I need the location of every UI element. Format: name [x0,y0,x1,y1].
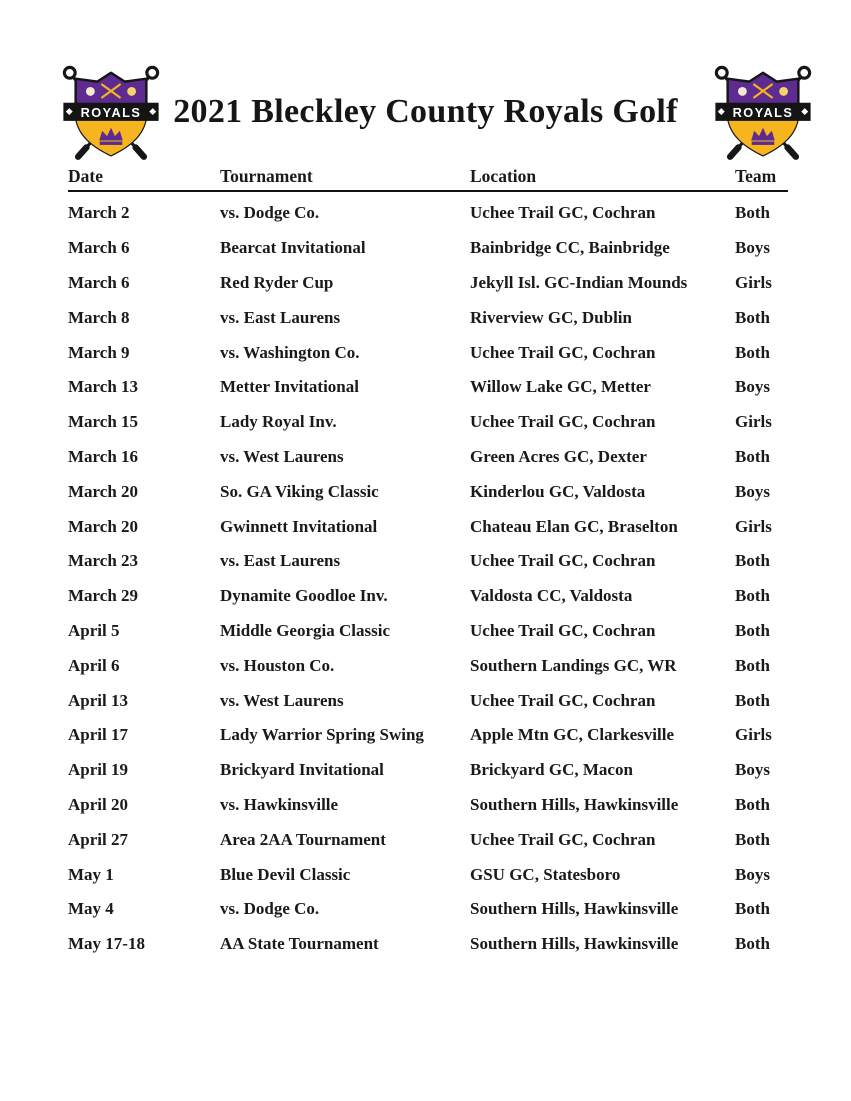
table-row [68,440,788,475]
cell-location: Southern Hills, Hawkinsville [470,934,679,954]
table-row [68,788,788,823]
cell-date: April 5 [68,620,120,640]
cell-location: Uchee Trail GC, Cochran [470,690,656,710]
cell-date: March 6 [68,272,130,292]
golf-ball-right [779,87,788,96]
royals-crest-logo-right [709,61,817,169]
table-row [68,335,788,370]
table-header-row [68,166,788,192]
cell-tournament: vs. West Laurens [220,446,344,466]
cell-date: April 20 [68,794,128,814]
table-row [68,509,788,544]
cell-tournament: Lady Warrior Spring Swing [220,725,424,745]
cell-team: Both [735,690,770,710]
cell-team: Both [735,794,770,814]
cell-date: April 19 [68,760,128,780]
cell-location: Uchee Trail GC, Cochran [470,620,656,640]
cell-date: March 2 [68,203,130,223]
table-row [68,683,788,718]
cell-team: Both [735,446,770,466]
cell-tournament: vs. Washington Co. [220,342,360,362]
table-row [68,892,788,927]
cell-team: Girls [735,516,772,536]
page-title: 2021 Bleckley County Royals Golf [173,93,678,130]
table-row [68,300,788,335]
cell-tournament: Dynamite Goodloe Inv. [220,586,388,606]
cell-date: April 17 [68,725,128,745]
cell-date: March 8 [68,307,130,327]
cell-date: March 15 [68,412,139,432]
cell-location: Bainbridge CC, Bainbridge [470,238,670,258]
cell-tournament: vs. Dodge Co. [220,899,320,919]
cell-location: Southern Hills, Hawkinsville [470,794,679,814]
cell-team: Girls [735,272,772,292]
cell-team: Both [735,342,770,362]
cell-location: Valdosta CC, Valdosta [470,586,633,606]
cell-team: Girls [735,412,772,432]
table-row [68,857,788,892]
table-row [68,231,788,266]
cell-tournament: vs. East Laurens [220,307,341,327]
cell-location: Uchee Trail GC, Cochran [470,412,656,432]
cell-location: Willow Lake GC, Metter [470,377,651,397]
cell-tournament: vs. Houston Co. [220,655,335,675]
table-row [68,579,788,614]
cell-location: Southern Hills, Hawkinsville [470,899,679,919]
cell-location: Chateau Elan GC, Braselton [470,516,678,536]
cell-date: March 20 [68,516,139,536]
cell-date: April 27 [68,829,128,849]
cell-date: May 17-18 [68,934,145,954]
cell-date: March 13 [68,377,139,397]
banner-label: ROYALS [80,104,142,120]
table-row [68,474,788,509]
cell-tournament: So. GA Viking Classic [220,481,379,501]
golf-ball-left [738,87,747,96]
cell-tournament: Metter Invitational [220,377,359,397]
cell-date: March 9 [68,342,130,362]
cell-team: Boys [735,481,770,501]
cell-tournament: AA State Tournament [220,934,379,954]
cell-date: April 13 [68,690,128,710]
header-date: Date [68,166,103,186]
table-row [68,614,788,649]
table-row [68,753,788,788]
table-row [68,266,788,301]
cell-tournament: vs. West Laurens [220,690,344,710]
cell-tournament: Middle Georgia Classic [220,620,390,640]
table-row [68,822,788,857]
royals-crest-icon [709,61,817,169]
table-row [68,927,788,962]
cell-date: March 20 [68,481,139,501]
cell-tournament: Brickyard Invitational [220,760,384,780]
table-row [68,370,788,405]
cell-location: Green Acres GC, Dexter [470,446,647,466]
cell-team: Both [735,655,770,675]
cell-location: Uchee Trail GC, Cochran [470,551,656,571]
cell-tournament: vs. Hawkinsville [220,794,339,814]
cell-team: Boys [735,760,770,780]
cell-date: April 6 [68,655,120,675]
cell-team: Girls [735,725,772,745]
cell-location: Brickyard GC, Macon [470,760,633,780]
cell-tournament: vs. East Laurens [220,551,341,571]
cell-date: May 1 [68,864,114,884]
cell-tournament: Gwinnett Invitational [220,516,378,536]
cell-team: Both [735,551,770,571]
cell-team: Both [735,829,770,849]
cell-date: May 4 [68,899,114,919]
cell-date: March 6 [68,238,130,258]
header-location: Location [470,166,537,186]
cell-location: Jekyll Isl. GC-Indian Mounds [470,272,688,292]
cell-date: March 29 [68,586,139,606]
cell-tournament: Blue Devil Classic [220,864,351,884]
crown-base [752,142,775,145]
header-tournament: Tournament [220,166,313,186]
cell-location: GSU GC, Statesboro [470,864,621,884]
cell-location: Apple Mtn GC, Clarkesville [470,725,674,745]
cell-location: Uchee Trail GC, Cochran [470,342,656,362]
table-body [68,192,788,962]
cell-tournament: Lady Royal Inv. [220,412,337,432]
table-row [68,544,788,579]
cell-team: Both [735,586,770,606]
banner-label: ROYALS [732,104,794,120]
cell-tournament: vs. Dodge Co. [220,203,320,223]
cell-location: Uchee Trail GC, Cochran [470,829,656,849]
cell-location: Southern Landings GC, WR [470,655,677,675]
cell-team: Both [735,620,770,640]
cell-location: Uchee Trail GC, Cochran [470,203,656,223]
cell-team: Both [735,203,770,223]
cell-team: Both [735,899,770,919]
cell-team: Boys [735,864,770,884]
header-team: Team [735,166,777,186]
cell-team: Both [735,307,770,327]
table-row [68,648,788,683]
cell-team: Boys [735,377,770,397]
schedule-table [68,166,788,962]
table-row [68,718,788,753]
cell-team: Boys [735,238,770,258]
table-row [68,196,788,231]
table-row [68,405,788,440]
cell-date: March 23 [68,551,139,571]
cell-team: Both [735,934,770,954]
cell-date: March 16 [68,446,139,466]
cell-tournament: Bearcat Invitational [220,238,366,258]
cell-tournament: Red Ryder Cup [220,272,334,292]
cell-tournament: Area 2AA Tournament [220,829,386,849]
cell-location: Riverview GC, Dublin [470,307,632,327]
crown-base [100,142,123,145]
cell-location: Kinderlou GC, Valdosta [470,481,646,501]
